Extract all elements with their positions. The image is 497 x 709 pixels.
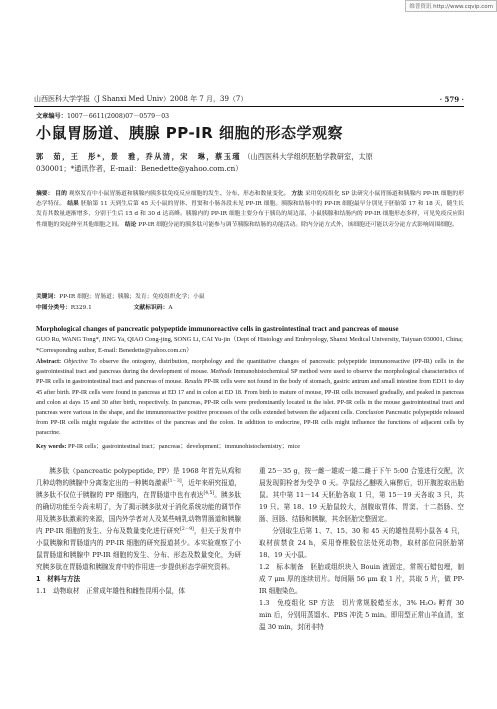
chinese-abstract [36,189,464,230]
en-result-label: Results [184,378,203,386]
keywords-label: 关键词： [36,294,60,300]
english-authors: GUO Ru, WANG Tong*, JING Ya, QIAO Cong-jing, SONG Li, CAI Yu-jin（Dept of Histology and Embryology, Shanxi Medical University, Taiyuan 030001, China; *Corresponding author, E-mail: Benedette@yahoo.com.cn） [36,336,463,354]
ref-citation: [4,5] [203,490,215,496]
en-conclusion-label: Conclusion [355,409,384,417]
classification-label: 中图分类号： [36,305,71,311]
en-conclusion-text: Pancreatic polypeptide released from PP-IR cells might regulate the activities of the pancreas and the colon. In addition to endocrine, PP-IR cells might influence the functions of adjacent cells by paracrine. [36,409,465,437]
chinese-keywords [36,292,464,302]
animals-paragraph: 重 25－35 g，按一雌一雄或一雄二雌于下午 5:00 合笼进行交配，次晨发现阴栓者为受孕 0 天。孕鼠经乙醚吸入麻醉后，切开腹腔取出胎鼠。其中第 11－14 天胚胎各取 1 只，第 15－19 天各取 3 只，共 19 只。第 18、19 天胎鼠较大，剖腹取胃体、胃窦、十二指肠、空肠、回肠、结肠和胰腺，其余胚胎完整固定。 [259,467,464,523]
article-number-value: 1007－6611(2008)07－0579－03 [66,113,170,120]
affiliation-cont: 030001；*通讯作者，E-mail：Benedette@yahoo.com.cn） [36,164,243,173]
classification-value: R329.1 [70,305,92,311]
keywords-value: PP-IR 细胞；胃肠道；胰腺；发育；免疫组织化学；小鼠 [59,294,205,300]
author-names: 郭 茹，王 彤*，景 雅，乔从清，宋 琳，蔡玉瑾 [36,152,242,161]
doc-code-label: 文献标识码： [133,305,169,311]
intro-paragraph: 胰多肽（pancreatic polypeptide, PP）是 1968 年首先从鸡和几种动物的胰腺中分离鉴定出的一种胰岛激素[1－3]，近年来研究报道，胰多肽不仅位于胰腺的 PP 细胞内，在胃肠道中也有表达[4,5]。胰多肽的确切功能至今尚未明了，为了揭示胰多肽对于消化系统功能的调节作用及胰多肽激素的来源，国内外学者对人及某些哺乳动物胃肠道和胰腺内 PP-IR 细胞的发生、分布及数量变化进行研究[2－9]，但关于发育中小鼠胰腺和胃肠道内的 PP-IR 细胞的研究报道甚少。本实验观察了小鼠胃肠道和胰腺中 PP-IR 细胞的发生、分布、形态及数量变化，为研究胰多肽在胃肠道和胰腺发育中的作用进一步提供形态学研究资料。 [36,467,242,571]
result-label: 结果 [67,201,79,208]
section-heading-materials: 1 材料与方法 [36,575,81,583]
subsection-specimen: 1.2 标本制备 胚胎或组织块入 Bouin 液固定，常规石蜡包埋，制成 7 μm 厚的连续切片。每间隔 56 μm 取 1 片，共取 5 片，做 PP-IR 细胞染色。 [259,563,464,595]
ref-citation: [2－9] [180,526,194,532]
method-text: 采用免疫组化 SP 法研究小鼠胃肠道和胰腺内 PP-IR 细胞的形态学特征。 [36,191,464,208]
en-method-label: Methods [210,368,232,376]
affiliation: （山西医科大学组织胚胎学教研室，太原 [243,152,373,161]
running-header [34,94,464,105]
en-method-text: Immunohistochemical SP method were used to observe the morphological characteristics of PP-IR cells in gastrointestinal tract and pancreas of mouse. [36,368,465,386]
english-keywords [36,442,464,452]
watermark: 维普资讯 http://www.cqvip.com [405,0,497,12]
subsection-animals: 1.1 动物取材 正常成年雄性和雌性昆明小鼠，体 [36,587,185,595]
objective-label: 目的 [55,191,67,197]
body-column-left [36,465,241,597]
page-number: · 579 · [439,95,464,104]
conclusion-text: PP-IR 细胞分泌的胰多肽可能参与调节胰腺和结肠的功能活动。除内分泌方式外，该细胞还可能以旁分泌方式影响周围细胞。 [138,221,458,228]
header-rule [34,106,464,107]
doc-code-value: A [168,305,173,311]
ref-citation: [1－3] [167,478,182,484]
conclusion-label: 结论 [124,221,137,228]
abstract-label: 摘要： [36,191,54,197]
english-abstract [36,357,464,439]
body-column-right [259,465,464,633]
paper-title: 小鼠胃肠道、胰腺 PP-IR 细胞的形态学观察 [36,124,344,142]
postnatal-paragraph: 分别取生后第 1、7、15、30 和 45 天的雄性昆明小鼠各 4 只，取材前禁食 24 h，采用脊椎脱位法处死动物，取材部位同胚胎第 18、19 天小鼠。 [259,527,464,559]
method-label: 方法 [291,191,303,197]
en-abstract-label: Abstract: [36,358,62,365]
english-title: Morphological changes of pancreatic polypeptide immunoreactive cells in gastrointestinal tract and pancreas of mouse [36,325,399,333]
article-number-label: 文章编号： [36,113,67,120]
result-text: 胚胎第 11 天到生后第 45 天小鼠的胃体、胃窦和小肠各段未见 PP-IR 细胞。胰腺和结肠中的 PP-IR 细胞最早分别见于胚胎第 17 和 18 天，随生长发育其数量逐渐增多，分别于生后 15 d 和 30 d 达高峰。胰腺内的 PP-IR 细胞主要分布于胰岛的周边部，小鼠胰腺和结肠内的 PP-IR 细胞形态多样，可见免疫反应阳性细胞的突起伸至其他细胞之间。 [36,201,464,228]
subsection-sp-method: 1.3 免疫组化 SP 方法 切片常规脱蜡至水，3% H₂O₂ 孵育 30 min 后，分别用蒸馏水、PBS 冲洗 5 min。即用型正常山羊血清，室温 30 min，封闭非特 [259,599,464,631]
en-objective-label: Objective [63,358,88,365]
en-keywords-label: Key words: [36,443,67,450]
article-number [36,112,169,122]
author-block [36,151,464,175]
objective-text: 观察发育中小鼠胃肠道和胰腺内胰多肽免疫反应细胞的发生、分布、形态和数量变化。 [68,191,290,197]
en-keywords-value: PP-IR cells；gastrointestinal tract；pancreas；development；immunohistochemistry；mice [67,443,300,450]
en-result-text: PP-IR cells were not found in the body of stomach, gastric antrum and small intestine from ED11 to day 45 after birth. PP-IR cells were found in pancreas at ED 17 and in colon at ED 18. From birth to mature of mouse, PP-IR cells increased gradually, and peaked in pancreas and colon at days 15 and 30 after birth, respectively. In pancreas, PP-IR cells were predominantly located in the islet. PP-IR cells in the mouse gastrointestinal tract and pancreas were various in the shape, and the immunoreactive positive processes of the cells extended between the adjacent cells. [36,378,465,417]
en-objective-text: To observe the ontogeny, distribution, morphology and the quantitative changes of pancreatic polypeptide immunoreactive (PP-IR) cells in the gastrointestinal tract and pancreas during the development of mouse. [36,358,465,376]
journal-citation: 山西医科大学学报（J Shanxi Med Univ）2008 年 7 月，39（7） [34,95,248,103]
classification-line [36,303,464,313]
